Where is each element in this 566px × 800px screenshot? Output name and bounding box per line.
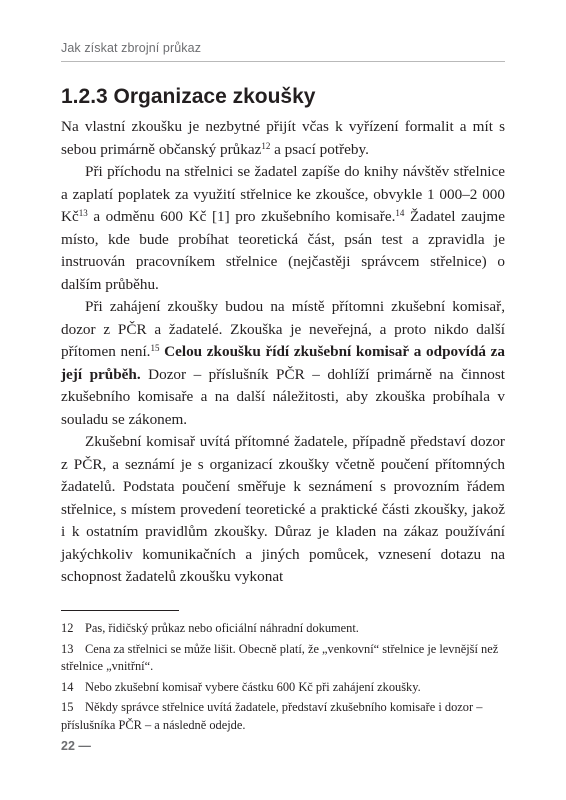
paragraph-text: Na vlastní zkoušku je nezbytné přijít včas k vyřízení formalit a mít s sebou primárně občanský průkaz <box>61 118 505 158</box>
body-text <box>61 116 505 589</box>
section-heading: 1.2.3 Organizace zkoušky <box>61 85 316 108</box>
footnotes <box>61 620 505 737</box>
emphasis-text: Celou zkoušku řídí zkušební komisař a odpovídá za její průběh. <box>61 343 506 383</box>
footnote-number: 12 <box>61 621 74 635</box>
footnote-text: Někdy správce střelnice uvítá žadatele, představí zkušebního komisaře i dozor – příslušníka PČR – a následně odejde. <box>61 700 483 732</box>
paragraph-text: Při zahájení zkoušky budou na místě přítomni zkušební komisař, dozor z PČR a žadatelé. Zkouška je neveřejná, a proto nikdo další přítomen není. <box>61 298 505 360</box>
footnote-ref[interactable]: 14 <box>395 208 405 218</box>
footnote-rule <box>61 610 179 611</box>
paragraph-1 <box>61 116 505 161</box>
footnote-text: Nebo zkušební komisař vybere částku 600 Kč při zahájení zkoušky. <box>85 679 421 694</box>
footnote-item <box>61 620 505 638</box>
footnote-ref[interactable]: 13 <box>78 208 88 218</box>
footnote-ref[interactable]: 12 <box>261 140 271 151</box>
paragraph-text: Žadatel zaujme místo, kde bude probíhat teoretická část, psán test a zpravidla je instruován pracovníkem střelnice (nejčastěji správcem střelnice) o dalším průběhu. <box>61 208 505 293</box>
paragraph-text: a odměnu 600 Kč [1] pro zkušebního komisaře. <box>87 208 396 225</box>
footnote-text: Pas, řidičský průkaz nebo oficiální náhradní dokument. <box>85 621 359 635</box>
footnote-number: 13 <box>61 641 74 656</box>
paragraph-text: Při příchodu na střelnici se žadatel zapíše do knihy návštěv střelnice a zaplatí poplatek za využití střelnice ke zkoušce, obvykle 1 000–2 000 Kč <box>61 163 505 225</box>
footnote-number: 15 <box>61 700 74 714</box>
footnote-item <box>61 699 505 734</box>
footnote-text: Cena za střelnici se může lišit. Obecně platí, že „venkovní“ střelnice je levnější než střelnice „vnitřní“. <box>61 641 499 673</box>
footnote-ref[interactable]: 15 <box>150 343 160 353</box>
paragraph-text: Zkušební komisař uvítá přítomné žadatele, případně představí dozor z PČR, a seznámí je s organizací zkoušky včetně poučení přítomných žadatelů. Podstata poučení směřuje k seznámení s provozním řádem střelnice, s místem provedení teoretické a praktické části zkoušky, jakož i k ostatním pravidlům zkoušky. Důraz je kladen na zákaz používání jakýchkoliv komunikačních a jiných pomůcek, vznesení dotazu na schopnost žadatelů zkoušku vykonat <box>61 433 505 585</box>
footnote-item <box>61 679 505 697</box>
page-number: 22 — <box>61 739 91 753</box>
footnote-item <box>61 641 505 676</box>
paragraph-2 <box>61 161 505 296</box>
paragraph-3 <box>61 296 505 431</box>
running-header: Jak získat zbrojní průkaz <box>61 41 202 55</box>
paragraph-4 <box>61 431 505 589</box>
footnote-number: 14 <box>61 679 74 694</box>
header-rule <box>61 61 505 62</box>
paragraph-text: a psací potřeby. <box>270 140 369 158</box>
paragraph-text: Dozor – příslušník PČR – dohlíží primárně na činnost zkušebního komisaře a na další náležitosti, aby zkouška probíhala v souladu se zákonem. <box>61 365 506 428</box>
